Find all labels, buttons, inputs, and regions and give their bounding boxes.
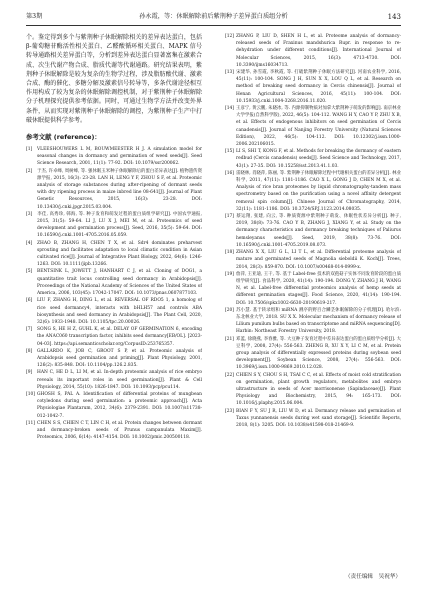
reference-number: [12] — [225, 34, 235, 39]
reference-item — [225, 336, 401, 372]
reference-text: CHEN S S, CHIEN C T, LIN C H, et al. Protein changes between dormant and dormancy-broken seeds of Prunus campanulata Maxim[J]. Proteomics, 2006, 6(14): 4147-4154. DOI: 10.1002/pmic.200500118. — [37, 420, 202, 441]
reference-text: GALLARDO K, JOB C, GROOT S P, et al. Proteomic analysis of Arabidopsis seed germination and priming[J]. Plant Physiology, 2001, 126(2): 835-848. DOI: 10.1104/pp.126.2.835. — [37, 348, 202, 369]
reference-list-left — [26, 146, 202, 441]
reference-item — [26, 146, 202, 168]
reference-item — [225, 170, 401, 213]
conclusion-paragraph: 个。鉴定得到多个与紫荆种子休眠解除相关的差异表达蛋白，包括β-葡萄糖苷酶活性相关蛋白、乙醛酸循环相关蛋白、MAPK 信号转导通路相关差异蛋白等，分析到差异表达蛋白显著富集在激素合成、次生代谢产物合成、脂质代谢等代谢通路。研究结果表明，紫荆种子休眠解除是较为复杂的生物学过程，涉及脂肪酸代谢、激素合成、酶的催化、多糖分解及激素信号转导等，多条代谢途径相互作用构成了较为复杂的休眠解除调控机制，对于紫荆种子休眠解除分子机理探究提供参考依据。同时，可通过生物学方法并改变外界条件，从而实现对紫荆种子休眠解除的调控，为紫荆种子生产中打破休眠提供科学参考。 — [26, 34, 202, 124]
reference-item — [225, 69, 401, 105]
reference-number: [15] — [225, 149, 235, 155]
reference-number: [10] — [26, 391, 36, 397]
reference-item — [26, 211, 202, 240]
reference-item — [225, 307, 401, 336]
reference-text: 李佳, 高秀珍, 韩海, 等. 种子发育和萌发过程的蛋白质组学研究[J]. 中国农学通报, 2015, 31(5): 59-64. LI J, LU X J, MEI M, et al. Proteomics of seed development and germination process[J]. Seed, 2016, 35(5): 59-64. DOI: 10.16590/j.cnki.1001-4705.2016.05.059. — [37, 211, 202, 239]
reference-text: 宋建华, 孙雪霞, 李秋霞, 等. 打破紫荆种子休眠方法研究[J]. 河南农业科学, 2016, 45(11): 100-104. SONG J H, SUN X X, LOU Q L, et al. Research on method of breaking seed dormancy in Cercis chinensis[J]. Journal of Henan Agricultural Sciences, 2016, 45(11): 100-104. DOI: 10.15933/j.cnki.1004-3268.2016.11.020. — [236, 70, 401, 104]
reference-text: 王彦宁, 黄云鹏, 朱晓冰, 等. 内源抑制物质对加拿大紫荆种子萌发的影响[J]. 南京林业大学学报(自然科学版), 2022, 46(5): 104-112. WANG H Y, CAO Y P, ZHU X B, et al. Effects of endogenous inhibitors on seed germination of Cercis canadensis[J]. Journal of Nanjing Forestry University (Natural Sciences Edition), 2022, 46(5): 104-112. DOI: 10.12302/j.issn.1000-2006.202106015. — [236, 106, 401, 148]
reference-number: [14] — [225, 106, 235, 112]
reference-number: [2] — [26, 168, 33, 174]
reference-item — [225, 33, 401, 69]
reference-number: [16] — [225, 170, 235, 176]
reference-number: [11] — [26, 420, 36, 426]
reference-text: ZHAO B, ZHANG H, CHEN T X, et al. Sdr4 dominates preharvest sprouting and facilitates adaptation to local climatic condition in Asian cultivated rice[J]. Journal of Integrative Plant Biology, 2022, 64(6): 1246-1263. DOI: 10.1111/jipb.13266. — [37, 240, 202, 268]
reference-item — [225, 213, 401, 249]
right-column — [225, 33, 401, 573]
running-header — [26, 11, 401, 26]
reference-item — [26, 391, 202, 420]
reference-item — [26, 326, 202, 348]
reference-text: 于杰, 许卓峰, 周树峰, 等. 强休眠玉米种子休眠解除后的蛋白差异表达[J]. 植物遗传资源学报, 2015, 16(3): 23-28. LAN H, LENG Y F, ZHOU S F, et al. Proteomic analysis of storage substances during after-ripening of dormant seeds with dry ripening process in maize inbred line 08-641[J]. Journal of Plant Genetic Resources, 2015, 16(3): 23-28. DOI: 10.13430/j.cnki.jpgr.2015.03.004. — [37, 168, 202, 210]
reference-number: [13] — [225, 70, 235, 76]
reference-text: BIAN F Y, SU J R, LIU W D, et al. Dormancy release and germination of Taxus yunnanensis seeds during wet sand storage[J]. Scientific Reports, 2018, 8(1): 3205. DOI: 10.1038/s41598-018-21469-9. — [236, 408, 401, 428]
reference-number: [8] — [26, 348, 33, 354]
reference-text: CHIEN S Y, CHOU S H, TSAI C C, et al. Effects of moist cold stratification on germination, plant growth regulators, metabolites and embryo ultrastructure in seeds of Acer morrisonense (Sapindaceae)[J]. Plant Physiology and Biochemistry, 2015, 94: 165-173. DOI: 10.1016/j.plaphy.2015.06.004. — [236, 372, 401, 407]
running-title: 孙永霞，等：休眠解除前后紫荆种子差异蛋白质组分析 — [139, 13, 288, 20]
reference-item — [225, 408, 401, 430]
left-column — [26, 33, 202, 573]
reference-text: 苏小慧. 基于转录组和 miRNA 测序的野百合鳞茎休眠解除的分子机理[D]. 哈尔滨: 东北林业大学, 2018. SU X X. Molecular mechanism of dormancy release of Lilium pumilum bulbs based on transcriptome and miRNA sequencing[D]. Harbin: Northeast Forestry University, 2018. — [236, 307, 401, 335]
reference-text: VLEESHOUWERS L M, BOUWMEESTER H J. A simulation model for seasonal changes in dormancy and germination of weed seeds[J]. Seed Science Research, 2001, 11(1): 77-92. DOI: 10.1079/ssr200062. — [37, 147, 202, 167]
reference-item — [26, 420, 202, 442]
page-number: 143 — [387, 13, 401, 21]
reference-item — [225, 271, 401, 307]
reference-text: GHOSH S, PAL A. Identification of differential proteins of mungbean cotyledons during seed germination: a proteomic approach[J]. Acta Physiologiae Plantarum, 2012, 34(6): 2379-2391. DOI: 10.1007/s11738-012-1042-7. — [37, 391, 202, 419]
reference-number: [7] — [26, 327, 33, 333]
reference-number: [20] — [225, 307, 235, 313]
reference-list-right — [225, 33, 401, 429]
reference-text: 邓蓝, 徐晓燕, 李春雅, 等. 大豆种子发育过程中差异表达蛋白的蛋白质组学分析[J]. 大豆科学, 2008, 27(4): 556-563. ZHENG R, XU X Y, LI C M, et al. Protein group analysis of differentially expressed proteins during soybean seed development[J]. Soybean Science, 2008, 27(4): 556-563. DOI: 10.3969/j.issn.1000-9869.2010.12.028. — [236, 336, 401, 371]
reference-item — [225, 105, 401, 148]
reference-item — [26, 297, 202, 326]
reference-item — [26, 240, 202, 269]
reference-text: 蔡运翔, 张建, 向云, 等. 种质资源中紫荆种子萌发、休眠性状差异分析[J]. 种子, 2019, 38(8): 73-76. CAO Y B, ZHANG J, XIANG Y, et al. Study on the dormancy characteristics and dormancy breaking techniques of Paliurus hemsleyanus seeds[J]. Seed, 2019, 38(8): 73-76. DOI: 10.16590/j.cnki.1001-4705.2019.08.073. — [236, 214, 401, 248]
reference-number: [1] — [26, 147, 33, 153]
reference-text: 雷晓林, 肖晓萍, 陈丽, 等. 紫荆种子休眠解除过程中代谢相关蛋白的差异分析[J]. 林业科学, 2011, 47(11): 1181-1186. CAO X L, GONG J D, CHEN M X, et al. Analysis of rice bran proteomes by liquid chromatography-tandem mass spectrometry based on the purification using a novel affinity detergent removal spin column[J]. Chinese Journal of Chromatography, 2014, 32(11): 1181-1186. DOI: 10.3724/SP.J.1123.2014.08035. — [236, 170, 401, 212]
reference-number: [9] — [26, 370, 33, 376]
reference-text: LIU F, ZHANG H, DING L, et al. REVERSAL OF RDO5 1, a homolog of rice seed dormancy4, interacts with bHLH57 and controls ABA biosynthesis and seed dormancy in Arabidopsis[J]. The Plant Cell, 2020, 32(6): 1933-1948. DOI: 10.1105/tpc.20.00026. — [37, 298, 202, 325]
reference-text: ZHANG P, LIU D, SHEN H L, et al. Proteome analysis of dormancy-released seeds of Fraxinus mandshurica Rupr. in response to re-dehydration under different conditions[J]. International Journal of Molecular Sciences, 2015, 16(3): 4713-4730. DOI: 10.3390/ijms16034713. — [236, 34, 401, 68]
reference-text: BENTSINK L, JOWETT J, HANHART C J, et al. Cloning of DOG1, a quantitative trait locus controlling seed dormancy in Arabidopsis[J]. Proceedings of the National Academy of Sciences of the United States of America, 2006, 103(45): 17042-17047. DOI: 10.1073/pnas.0607877103. — [37, 269, 202, 297]
reference-number: [3] — [26, 211, 33, 217]
reference-number: [23] — [225, 408, 235, 414]
reference-text: LI S, SHI T, KONG F, et al. Methods for breaking the dormancy of eastern redbud (Cercis canadensis) seeds[J]. Seed Science and Technology, 2017, 43(1): 27-35. DOI: 10.15258/sst.2013.41.1.03. — [236, 149, 401, 169]
reference-item — [225, 372, 401, 408]
reference-text: SONG S, HE H Z, GUHL K, et al. DELAY OF GERMINATION 6, encoding the ANAC060 transcription factor, inhibits seed dormancy[EB/OL]. [2023-04-03]. https://api.semanticscholar.org/CorpusID:253765357. — [37, 327, 202, 347]
references-heading: 参考文献 (reference)： — [26, 133, 101, 142]
reference-text: 詹萍, 王亚迪, 王干, 等. 基于 Label-free 技术的双孢菇子实体不同发育阶段的蛋白质组学研究[J]. 食品科学, 2020, 41(14): 190-194. DONG Y, ZHANG J H, WANG N, et al. Label-free differential proteomics analysis of hemp seeds at different germination stages[J]. Food Science, 2020, 41(14): 190-194. DOI: 10.7506/spkx1002-6630-20190619-217. — [236, 271, 401, 306]
reference-item — [225, 148, 401, 170]
reference-item — [26, 369, 202, 391]
editor-note: （责任编辑 吴祝华） — [345, 574, 401, 580]
reference-item — [26, 168, 202, 211]
reference-item — [225, 249, 401, 271]
reference-item — [26, 268, 202, 297]
issue-label: 第3期 — [26, 13, 43, 20]
reference-item — [26, 348, 202, 370]
reference-number: [19] — [225, 271, 235, 277]
reference-number: [6] — [26, 298, 33, 304]
reference-number: [18] — [225, 250, 235, 256]
reference-text: HAN C, HE D L, LI M, et al. In-depth proteomic analysis of rice embryo reveals its important roles in seed germination[J]. Plant & Cell Physiology, 2014, 55(10): 1826-1847. DOI: 10.1093/pcp/pcu114. — [37, 370, 202, 390]
reference-text: ZHANG X X, LIU G L, LI T L, et al. Differential proteome analysis of mature and germinated seeds of Magnolia sieboldii K. Koch[J]. Trees, 2014, 28(3): 859-870. DOI: 10.1007/s00468-014-0999-x. — [236, 250, 401, 270]
reference-number: [21] — [225, 336, 235, 342]
reference-number: [5] — [26, 269, 33, 275]
reference-number: [22] — [225, 372, 235, 378]
reference-number: [17] — [225, 214, 235, 220]
reference-number: [4] — [26, 240, 33, 246]
